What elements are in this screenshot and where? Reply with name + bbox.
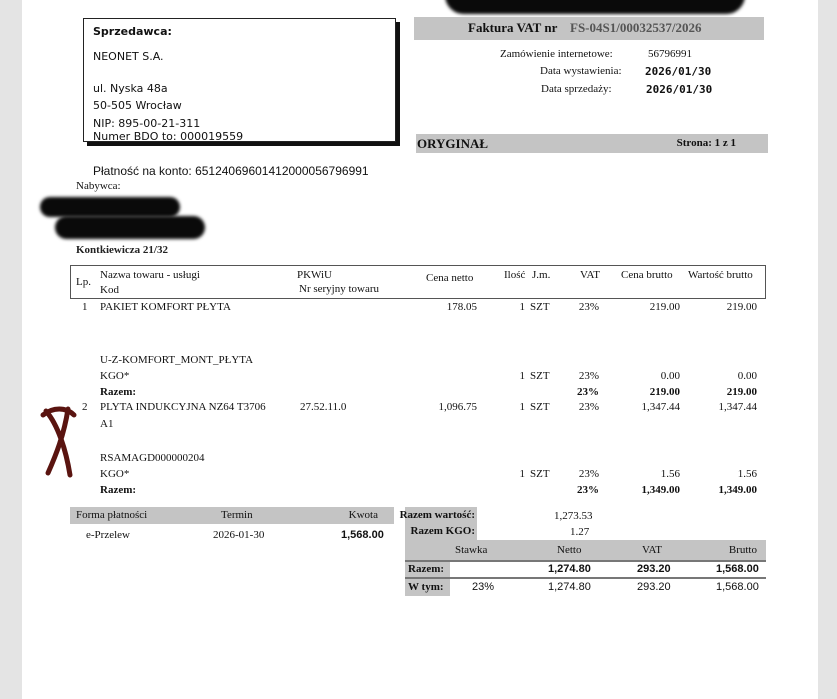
issue-date-label: Data wystawienia: bbox=[540, 65, 622, 77]
row-gross-value: 1,349.00 bbox=[718, 484, 757, 496]
col-gross-price: Cena brutto bbox=[621, 269, 673, 281]
total-value: 1,273.53 bbox=[554, 510, 593, 522]
payment-method: e-Przelew bbox=[86, 529, 130, 541]
row-pkwiu: 27.52.11.0 bbox=[300, 401, 347, 413]
invoice-title: Faktura VAT nr bbox=[468, 20, 558, 35]
payment-account: Płatność na konto: 65124069601412000056796991 bbox=[93, 164, 369, 178]
payment-method-header: Forma płatności bbox=[76, 509, 148, 521]
col-serial: Nr seryjny towaru bbox=[299, 283, 380, 295]
seller-heading: Sprzedawca: bbox=[93, 25, 172, 38]
col-net: Cena netto bbox=[426, 272, 474, 284]
row-gross-value: 1,347.44 bbox=[718, 401, 757, 413]
col-vat: VAT bbox=[580, 269, 600, 281]
original-bar bbox=[416, 134, 768, 153]
col-name: Nazwa towaru - usługi bbox=[100, 269, 200, 281]
row-gross-value: 219.00 bbox=[726, 301, 757, 313]
issue-date: 2026/01/30 bbox=[645, 65, 712, 78]
sale-date-label: Data sprzedaży: bbox=[541, 83, 612, 95]
incl-gross: 1,568.00 bbox=[716, 581, 759, 593]
buyer-label: Nabywca: bbox=[76, 180, 121, 192]
gross-header: Brutto bbox=[728, 544, 757, 556]
sum-label-cell bbox=[405, 562, 450, 577]
invoice-number: FS-04S1/00032537/2026 bbox=[570, 20, 702, 35]
row-qty: 1 bbox=[519, 301, 525, 313]
total-value-label: Razem wartość: bbox=[399, 509, 475, 521]
col-code: Kod bbox=[100, 284, 119, 296]
seller-nip: NIP: 895-00-21-311 bbox=[93, 117, 201, 130]
sum-gross: 1,568.00 bbox=[716, 563, 759, 575]
redaction bbox=[445, 0, 745, 14]
row-lp: 1 bbox=[82, 301, 88, 313]
redaction bbox=[55, 216, 205, 239]
row-qty: 1 bbox=[519, 401, 525, 413]
original-label: ORYGINAŁ bbox=[417, 136, 489, 151]
row-name: KGO* bbox=[100, 370, 130, 382]
row-vat: 23% bbox=[578, 401, 599, 413]
row-name: A1 bbox=[100, 418, 114, 430]
row-qty: 1 bbox=[519, 468, 525, 480]
incl-rate: 23% bbox=[472, 581, 495, 593]
title-bar bbox=[414, 17, 764, 40]
seller-street: ul. Nyska 48a bbox=[93, 82, 168, 95]
col-pkwiu: PKWiU bbox=[297, 269, 333, 281]
row-gross-price: 219.00 bbox=[649, 301, 680, 313]
incl-label: W tym: bbox=[408, 581, 444, 593]
row-gross-value: 1.56 bbox=[737, 468, 757, 480]
row-gross-price: 1,349.00 bbox=[641, 484, 680, 496]
seller-box bbox=[83, 18, 396, 142]
page-indicator: Strona: 1 z 1 bbox=[676, 137, 736, 149]
payment-header bbox=[70, 507, 394, 524]
row-lp: 2 bbox=[82, 401, 88, 413]
row-name: PAKIET KOMFORT PŁYTA bbox=[100, 301, 231, 313]
payment-due-header: Termin bbox=[221, 509, 253, 521]
row-name: RSAMAGD000000204 bbox=[100, 452, 205, 464]
row-unit: SZT bbox=[530, 301, 550, 313]
row-name: Razem: bbox=[100, 484, 137, 496]
row-gross-price: 0.00 bbox=[660, 370, 680, 382]
seller-name: NEONET S.A. bbox=[93, 50, 164, 63]
row-vat: 23% bbox=[578, 468, 599, 480]
redaction bbox=[40, 197, 180, 217]
row-vat: 23% bbox=[578, 370, 599, 382]
row-gross-price: 219.00 bbox=[649, 386, 680, 398]
incl-vat: 293.20 bbox=[637, 581, 671, 593]
row-net: 1,096.75 bbox=[438, 401, 477, 413]
col-lp: Lp. bbox=[76, 276, 91, 288]
seller-bdo: Numer BDO to: 000019559 bbox=[93, 130, 244, 143]
col-qty: Ilość bbox=[504, 269, 526, 281]
vat-header: VAT bbox=[642, 544, 662, 556]
vat-summary-header bbox=[405, 540, 766, 560]
payment-amount: 1,568.00 bbox=[341, 529, 384, 541]
row-vat: 23% bbox=[577, 386, 599, 398]
col-gross-value: Wartość brutto bbox=[688, 269, 753, 281]
row-qty: 1 bbox=[519, 370, 525, 382]
handwritten-x-mark bbox=[38, 405, 80, 480]
sum-vat: 293.20 bbox=[637, 563, 671, 575]
items-table-header bbox=[70, 265, 766, 299]
divider bbox=[405, 577, 766, 579]
sum-label: Razem: bbox=[408, 563, 445, 575]
net-header: Netto bbox=[557, 544, 582, 556]
order-label: Zamówienie internetowe: bbox=[500, 48, 613, 60]
row-vat: 23% bbox=[577, 484, 599, 496]
rate-header: Stawka bbox=[455, 544, 488, 556]
row-vat: 23% bbox=[578, 301, 599, 313]
divider bbox=[405, 560, 766, 562]
row-unit: SZT bbox=[530, 370, 550, 382]
incl-label-cell bbox=[405, 579, 450, 596]
row-name: Razem: bbox=[100, 386, 137, 398]
row-gross-price: 1,347.44 bbox=[641, 401, 680, 413]
row-name: KGO* bbox=[100, 468, 130, 480]
sale-date: 2026/01/30 bbox=[646, 83, 713, 96]
row-gross-value: 219.00 bbox=[726, 386, 757, 398]
buyer-street: Kontkiewicza 21/32 bbox=[76, 244, 168, 256]
row-gross-value: 0.00 bbox=[737, 370, 757, 382]
total-kgo-label: Razem KGO: bbox=[410, 525, 475, 537]
row-unit: SZT bbox=[530, 401, 550, 413]
incl-net: 1,274.80 bbox=[548, 581, 591, 593]
row-net: 178.05 bbox=[446, 301, 477, 313]
payment-due: 2026-01-30 bbox=[213, 529, 265, 541]
col-unit: J.m. bbox=[532, 269, 551, 281]
row-name: PLYTA INDUKCYJNA NZ64 T3706 bbox=[100, 401, 266, 413]
sum-net: 1,274.80 bbox=[548, 563, 591, 575]
seller-city: 50-505 Wrocław bbox=[93, 99, 182, 112]
payment-amount-header: Kwota bbox=[348, 509, 378, 521]
totals-label-box bbox=[399, 507, 477, 540]
row-name: U-Z-KOMFORT_MONT_PŁYTA bbox=[100, 354, 254, 366]
order-value: 56796991 bbox=[648, 48, 692, 60]
row-unit: SZT bbox=[530, 468, 550, 480]
row-gross-price: 1.56 bbox=[660, 468, 680, 480]
total-kgo: 1.27 bbox=[570, 526, 590, 538]
